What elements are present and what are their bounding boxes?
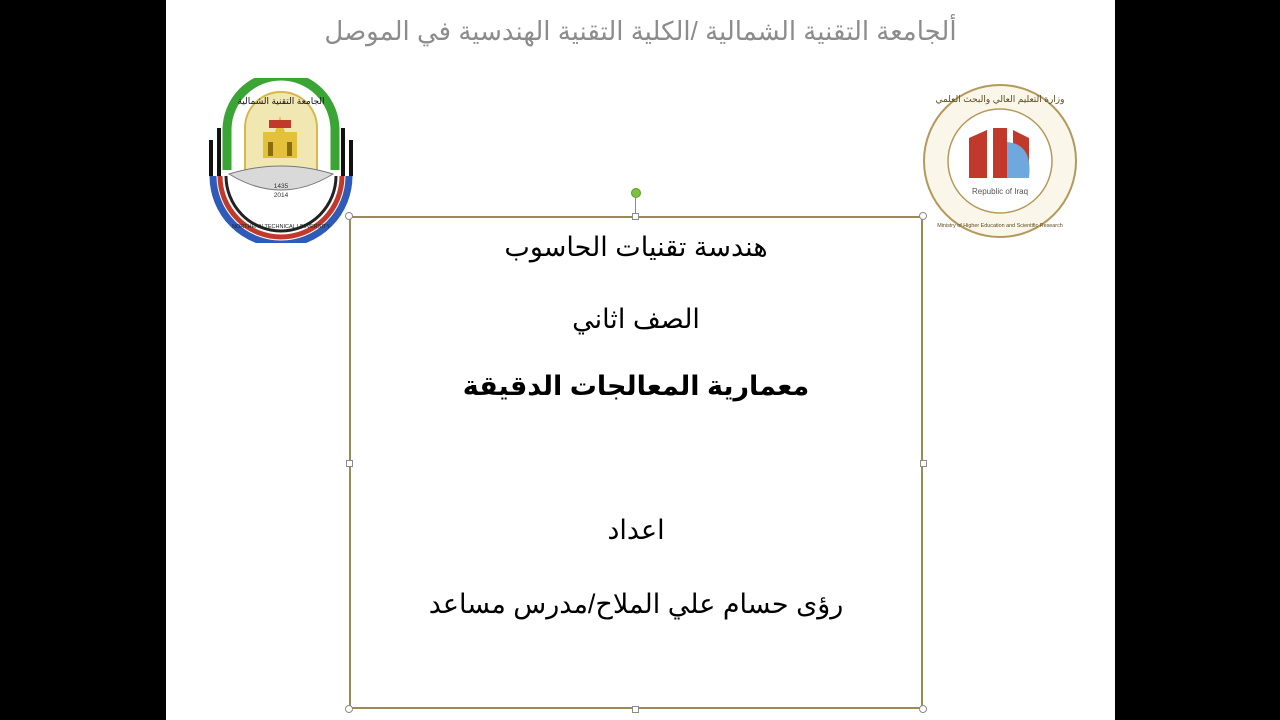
logo-ministry-english: Ministry of Higher Education and Scientific Research [937,223,1063,229]
content-text-box[interactable] [349,216,923,709]
logo-year-gregorian: 2014 [273,192,289,199]
slide-canvas [166,0,1115,720]
resize-handle-right[interactable] [920,460,927,467]
logo-arabic-name: الجامعة التقنية الشمالية [237,96,325,106]
slide-header-title: ألجامعة التقنية الشمالية /الكلية التقنية الهندسية في الموصل [324,16,957,46]
grade-text: الصف اثاني [572,304,700,334]
resize-handle-bottom-left[interactable] [345,705,353,713]
resize-handle-left[interactable] [346,460,353,467]
prepared-by-label: اعداد [607,515,665,545]
logo-ministry-arabic: وزارة التعليم العالي والبحث العلمي [935,94,1065,104]
subject-title: معمارية المعالجات الدقيقة [462,371,810,401]
logo-country: Republic of Iraq [971,187,1029,196]
rotation-handle-stem [635,198,636,214]
department-text: هندسة تقنيات الحاسوب [504,232,768,262]
resize-handle-bottom-right[interactable] [919,705,927,713]
resize-handle-top-right[interactable] [919,212,927,220]
resize-handle-top[interactable] [632,213,639,220]
resize-handle-bottom[interactable] [632,706,639,713]
resize-handle-top-left[interactable] [345,212,353,220]
northern-technical-university-logo [205,78,357,243]
ministry-higher-education-logo [921,82,1079,240]
rotation-handle[interactable] [631,188,641,198]
logo-year-hijri: 1435 [273,183,289,190]
logo-english-name: NORTHERN TECHNICAL UNIVERSITY [232,224,330,230]
author-text: رؤى حسام علي الملاح/مدرس مساعد [428,589,844,619]
